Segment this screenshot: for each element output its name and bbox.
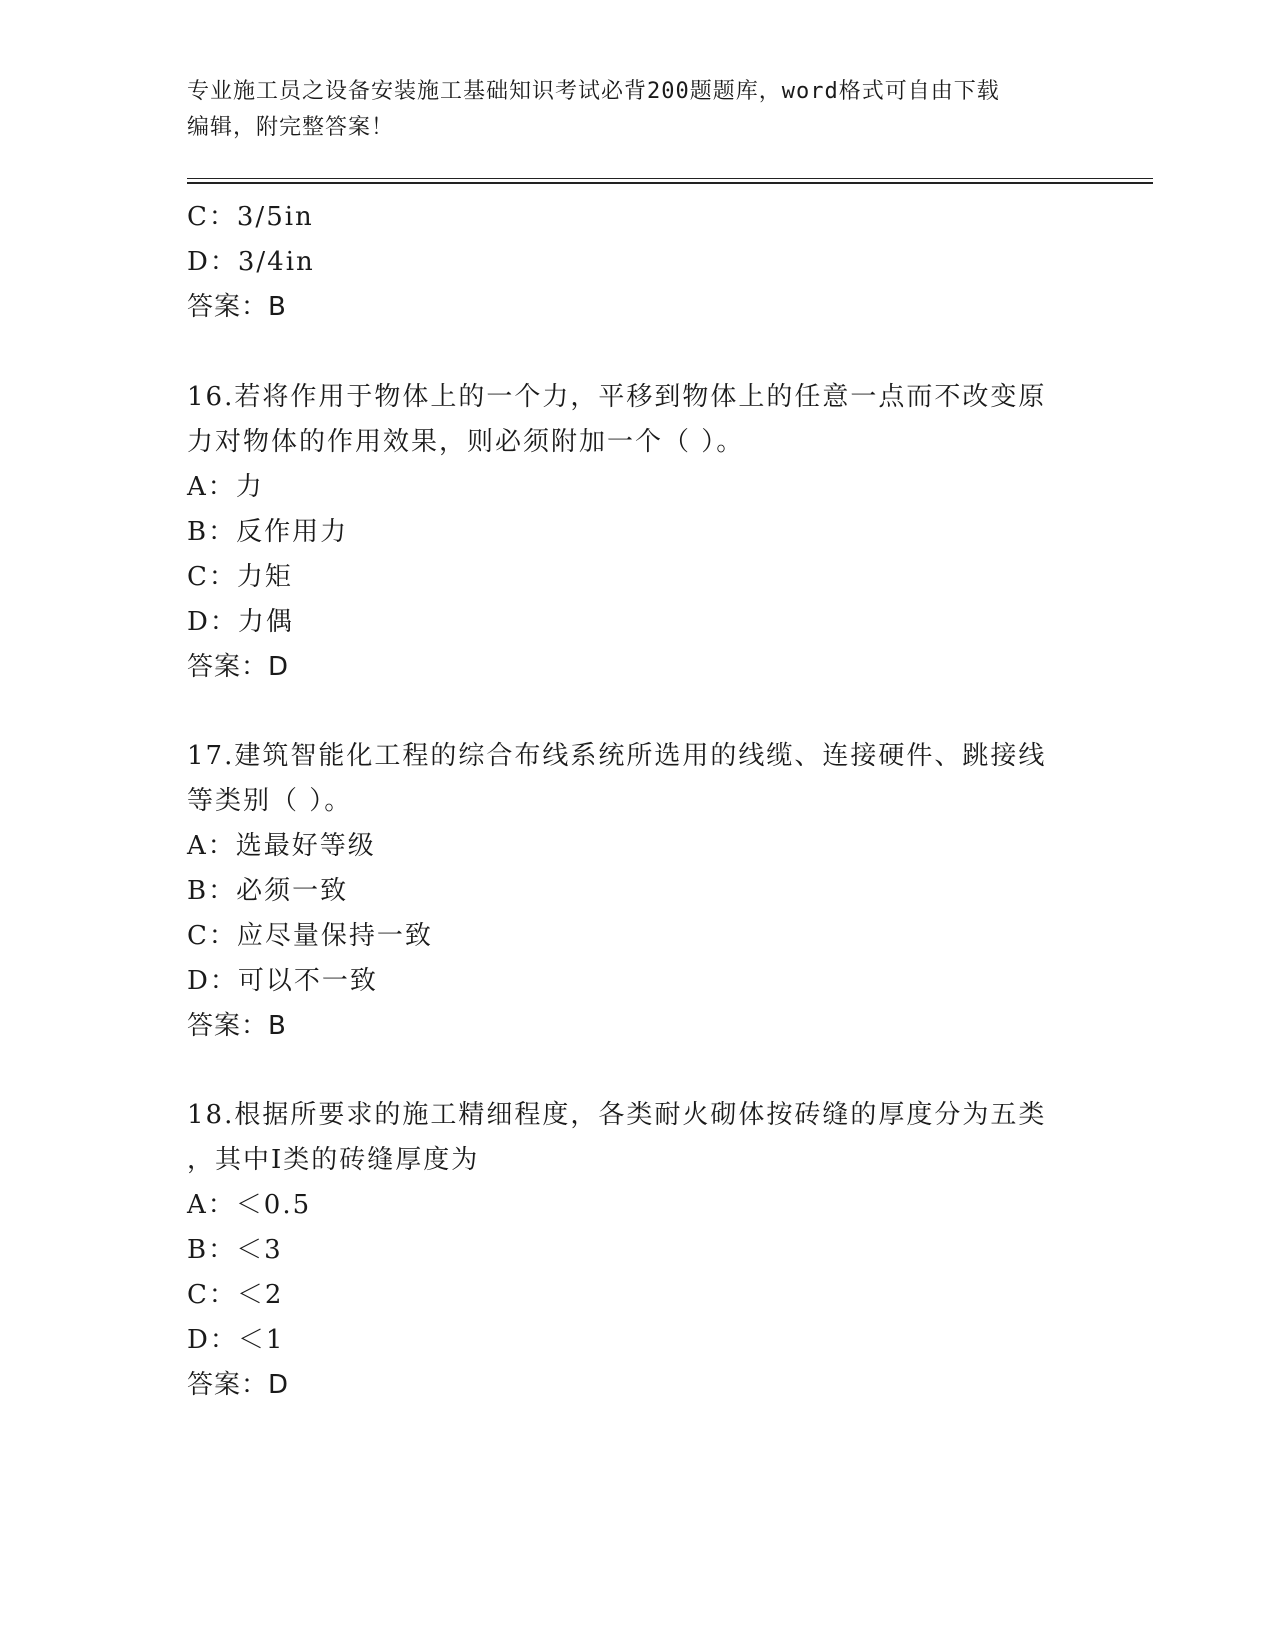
q17-stem-line-2: 等类别（ ）。 bbox=[187, 786, 353, 816]
q17-option-a: A：选最好等级 bbox=[187, 831, 376, 861]
q17-option-c: C：应尽量保持一致 bbox=[187, 921, 433, 951]
q17-option-d: D：可以不一致 bbox=[187, 966, 378, 996]
q16-stem-line-2: 力对物体的作用效果，则必须附加一个（ ）。 bbox=[187, 427, 745, 457]
q17-option-b: B：必须一致 bbox=[187, 876, 349, 906]
q16-stem-line-1: 16.若将作用于物体上的一个力，平移到物体上的任意一点而不改变原 bbox=[187, 382, 1047, 412]
q18-answer: 答案：D bbox=[187, 1370, 290, 1400]
q18-option-b: B：＜3 bbox=[187, 1235, 283, 1265]
q16-option-c: C：力矩 bbox=[187, 562, 293, 592]
q16-answer: 答案：D bbox=[187, 652, 290, 682]
document-header bbox=[187, 74, 1087, 146]
header-divider-thin bbox=[187, 178, 1153, 179]
q17-answer: 答案：B bbox=[187, 1011, 287, 1041]
q18-option-d: D：＜1 bbox=[187, 1325, 285, 1355]
q18-stem-line-2: ，其中Ⅰ类的砖缝厚度为 bbox=[187, 1145, 480, 1175]
q17-stem-line-1: 17.建筑智能化工程的综合布线系统所选用的线缆、连接硬件、跳接线 bbox=[187, 741, 1047, 771]
prev-option-d: D：3/4in bbox=[187, 247, 315, 277]
q18-option-a: A：＜0.5 bbox=[187, 1190, 312, 1220]
prev-option-c: C：3/5in bbox=[187, 202, 314, 232]
q18-stem-line-1: 18.根据所要求的施工精细程度，各类耐火砌体按砖缝的厚度分为五类 bbox=[187, 1100, 1047, 1130]
q16-option-b: B：反作用力 bbox=[187, 517, 349, 547]
header-title-line-1: 专业施工员之设备安装施工基础知识考试必背200题题库，word格式可自由下载 bbox=[187, 79, 1000, 104]
q16-option-a: A：力 bbox=[187, 472, 264, 502]
prev-answer: 答案：B bbox=[187, 292, 287, 322]
header-divider-thick bbox=[187, 182, 1153, 184]
q18-option-c: C：＜2 bbox=[187, 1280, 284, 1310]
header-title-line-2: 编辑，附完整答案！ bbox=[187, 115, 395, 140]
q16-option-d: D：力偶 bbox=[187, 607, 294, 637]
